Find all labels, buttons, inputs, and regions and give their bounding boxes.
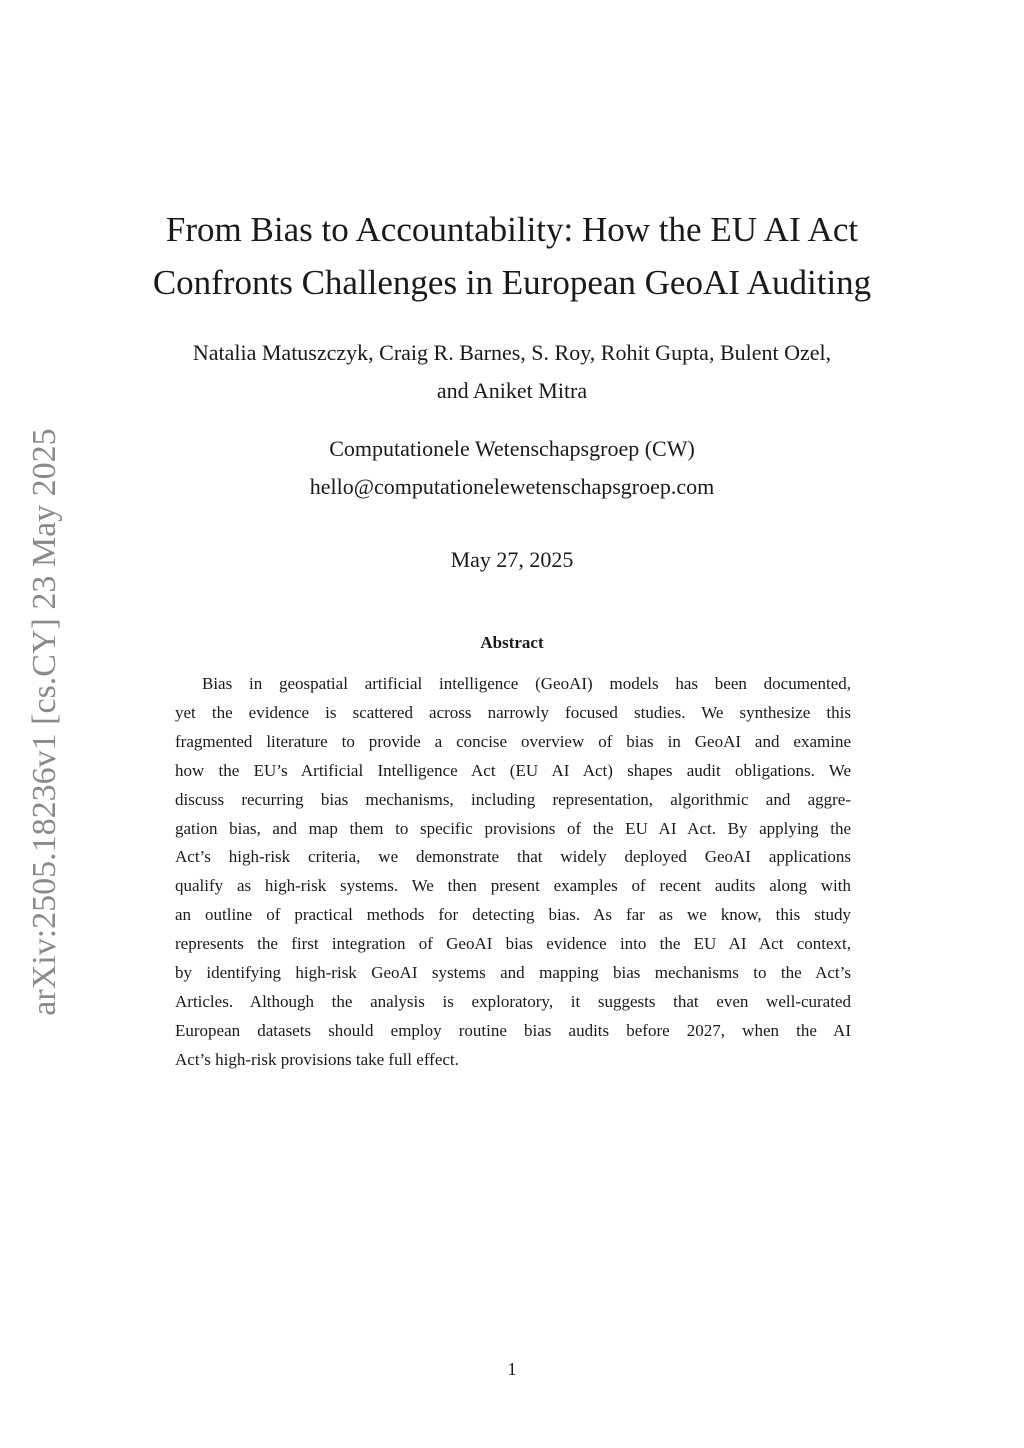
paper-date: May 27, 2025 [450, 547, 574, 572]
abstract-line: European datasets should employ routine bias audits before 2027, when the AI [175, 1020, 851, 1040]
author-line-2: and Aniket Mitra [436, 378, 588, 403]
arxiv-stamp: arXiv:2505.18236v1 [cs.CY] 23 May 2025 [26, 428, 63, 1016]
abstract-body [175, 670, 851, 1075]
author-list [0, 334, 1024, 410]
abstract-line: yet the evidence is scattered across narrowly focused studies. We synthesize this [175, 702, 851, 722]
title-line-2: Confronts Challenges in European GeoAI Auditing [152, 263, 872, 302]
affiliation [0, 430, 1024, 506]
abstract-line: Articles. Although the analysis is exploratory, it suggests that even well-curated [175, 991, 851, 1011]
abstract-line: Act’s high-risk provisions take full effect. [175, 1049, 459, 1069]
abstract-line: Bias in geospatial artificial intelligence (GeoAI) models has been documented, [202, 674, 851, 693]
abstract-line: represents the first integration of GeoAI bias evidence into the EU AI Act context, [175, 934, 851, 954]
title-line-1: From Bias to Accountability: How the EU AI Act [165, 210, 859, 249]
abstract-line: how the EU’s Artificial Intelligence Act (EU AI Act) shapes audit obligations. We [175, 760, 851, 780]
affiliation-organization: Computationele Wetenschapsgroep (CW) [329, 436, 695, 461]
abstract-line: by identifying high-risk GeoAI systems and mapping bias mechanisms to the Act’s [175, 963, 851, 983]
abstract-heading: Abstract [480, 633, 544, 652]
page-number: 1 [507, 1359, 517, 1379]
author-line-1: Natalia Matuszczyk, Craig R. Barnes, S. Roy, Rohit Gupta, Bulent Ozel, [192, 340, 832, 365]
abstract-line: an outline of practical methods for detecting bias. As far as we know, this study [175, 905, 851, 925]
paper-title [0, 203, 1024, 309]
affiliation-email: hello@computationelewetenschapsgroep.com [309, 474, 715, 499]
abstract-line: gation bias, and map them to specific provisions of the EU AI Act. By applying the [175, 818, 851, 838]
abstract-line: qualify as high-risk systems. We then present examples of recent audits along with [175, 876, 851, 896]
abstract-line: fragmented literature to provide a concise overview of bias in GeoAI and examine [175, 731, 851, 751]
abstract-line: Act’s high-risk criteria, we demonstrate that widely deployed GeoAI applications [175, 847, 851, 867]
abstract-line: discuss recurring bias mechanisms, including representation, algorithmic and aggre- [175, 789, 851, 809]
